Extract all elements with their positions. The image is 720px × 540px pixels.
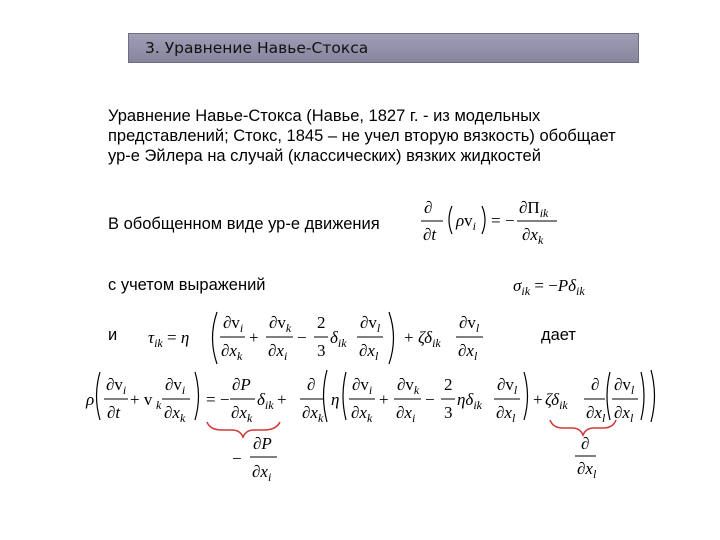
result-derivative [575, 434, 597, 481]
equation-navier-stokes [85, 370, 655, 425]
label-gives: дает [541, 326, 576, 344]
svg-text:+: + [379, 390, 389, 409]
svg-text:η: η [331, 390, 340, 409]
svg-text:∂P: ∂P [253, 434, 272, 453]
svg-text:∂: ∂ [581, 434, 590, 453]
svg-text:∂xk: $\partial x_k$ [302, 403, 324, 425]
svg-text:ζδik: $\zeta\delta_{ik}$ [545, 390, 568, 412]
svg-text:∂xl: $\partial x_l$ [586, 403, 606, 425]
label-with-expressions: с учетом выражений [108, 276, 266, 294]
svg-text:∂vi: $\partial v_i$ [352, 375, 373, 397]
svg-text:−: − [297, 328, 307, 347]
svg-text:−: − [232, 449, 242, 468]
svg-text:+: + [533, 390, 543, 409]
svg-text:∂xi: $\partial x_i$ [252, 462, 272, 484]
svg-text:∂xk: $\partial x_k$ [164, 403, 186, 425]
label-general-form: В обобщенном виде ур-е движения [108, 215, 380, 233]
svg-text:σik = −Pδik: $\sigma_{ik} = -P\delta_{ik}$ [513, 276, 585, 298]
result-pressure-gradient [232, 434, 277, 484]
svg-text:δik: $\delta_{ik}$ [257, 390, 274, 412]
svg-text:+: + [404, 328, 414, 347]
svg-text:2: 2 [444, 375, 453, 394]
svg-text:∂xl: $\partial x_l$ [496, 403, 516, 425]
svg-text:=: = [491, 211, 501, 230]
svg-text:∂xk: $\partial x_k$ [221, 341, 243, 363]
intro-paragraph: Уравнение Навье-Стокса (Навье, 1827 г. - из модельных представлений; Стокс, 1845 – не учел вторую вязкость) обобщает ур-е Эйлера на случай (классических) вязких жидкостей [108, 107, 616, 165]
svg-text:3: 3 [444, 403, 453, 422]
slide-title: 3. Уравнение Навье-Стокса [145, 39, 369, 57]
svg-text:∂: ∂ [424, 198, 433, 217]
svg-text:∂xi: $\partial x_i$ [268, 341, 288, 363]
svg-text:∂P: ∂P [232, 375, 251, 394]
svg-text:∂xk: $\partial x_k$ [231, 403, 253, 425]
equation-stress [513, 276, 585, 298]
svg-text:ζδik: $\zeta\delta_{ik}$ [418, 328, 441, 350]
svg-text:∂Πik: $\partial\Pi_{ik}$ [519, 198, 549, 220]
svg-text:∂vk: $\partial v_k$ [269, 313, 292, 335]
underbrace-right [550, 420, 616, 435]
svg-text:∂vi: $\partial v_i$ [106, 375, 127, 397]
svg-text:∂xk: $\partial x_k$ [522, 225, 544, 247]
svg-text:+: + [277, 390, 287, 409]
svg-text:∂xk: $\partial x_k$ [351, 403, 373, 425]
svg-text:−: − [505, 211, 515, 230]
svg-text:+ v: + v [130, 390, 153, 409]
svg-text:+: + [249, 328, 259, 347]
svg-text:∂t: ∂t [423, 225, 437, 244]
svg-text:∂xl: $\partial x_l$ [359, 341, 379, 363]
svg-text:ρ: ρ [86, 390, 95, 409]
svg-text:∂xi: $\partial x_i$ [396, 403, 416, 425]
svg-text:∂vl: $\partial v_l$ [614, 375, 635, 397]
svg-text:∂vl: $\partial v_l$ [360, 313, 381, 335]
svg-text:∂: ∂ [307, 375, 316, 394]
svg-text:∂xl: $\partial x_l$ [458, 341, 478, 363]
svg-text:∂t: ∂t [107, 403, 121, 422]
equation-motion [421, 198, 557, 247]
svg-text:ρvi: $\rho v_i$ [456, 211, 477, 233]
svg-text:= −: = − [206, 390, 230, 409]
svg-text:∂xl: $\partial x_l$ [614, 403, 634, 425]
svg-text:2: 2 [317, 313, 326, 332]
svg-text:k: k [156, 398, 162, 412]
svg-text:∂vi: $\partial v_i$ [223, 313, 244, 335]
equation-viscous-tensor [148, 312, 483, 364]
svg-text:∂vl: $\partial v_l$ [497, 375, 518, 397]
svg-text:∂vk: $\partial v_k$ [397, 375, 420, 397]
svg-text:ηδik: $\eta\delta_{ik}$ [457, 390, 483, 412]
svg-text:∂: ∂ [591, 375, 600, 394]
svg-text:τik = η: $\tau_{ik} = \eta$ [148, 328, 190, 350]
svg-text:δik: $\delta_{ik}$ [330, 328, 347, 350]
svg-text:3: 3 [317, 341, 326, 360]
label-and: и [108, 326, 118, 344]
svg-text:∂vl: $\partial v_l$ [459, 313, 480, 335]
svg-text:−: − [425, 390, 435, 409]
svg-text:∂vi: $\partial v_i$ [165, 375, 186, 397]
svg-text:∂xl: $\partial x_l$ [577, 459, 597, 481]
